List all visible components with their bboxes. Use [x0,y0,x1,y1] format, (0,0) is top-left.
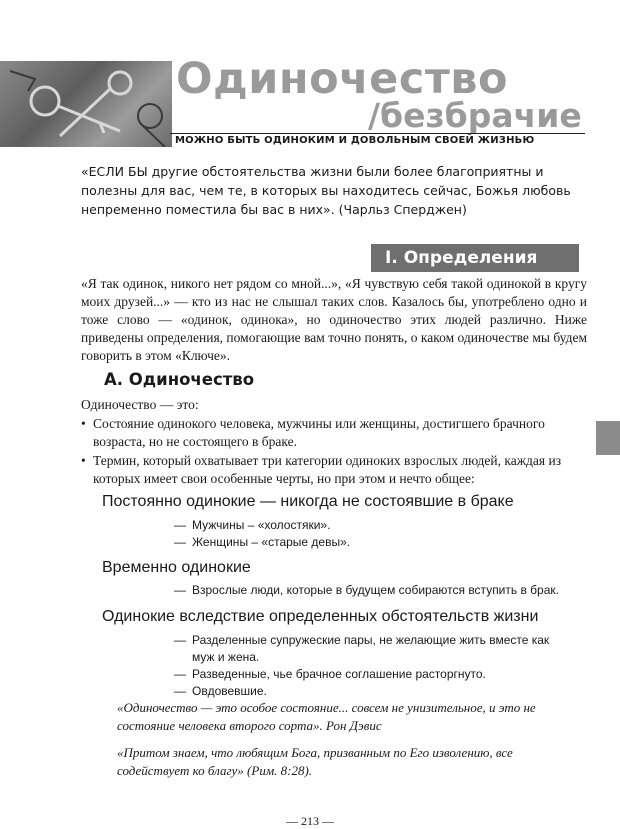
list-item: — Разделенные супружеские пары, не желающие жить вместе как муж и жена. [174,633,550,664]
list-item: — Мужчины – «холостяки». [174,518,331,532]
chapter-tab [596,421,620,455]
category-heading: Временно одинокие [102,559,251,576]
page-number: — 213 — [286,814,334,828]
category-heading: Одинокие вследствие определенных обстоятельств жизни [102,608,539,625]
title-rule [170,133,585,134]
category-list [174,632,574,700]
definition-lead: Одиночество — это: [81,397,199,412]
list-item: — Разведенные, чье брачное соглашение расторгнуто. [174,667,486,681]
subsection-heading: А. Одиночество [104,370,255,389]
intro-paragraph: «Я так одинок, никого нет рядом со мной...», «Я чувствую себя такой одинокой в кругу моих друзей...» — кто из нас не слышал таких слов. Казалось бы, употреблено одно и тоже слово — «одинок, одинока», но одиночество этих людей различно. Ниже приведены определения, помогающие вам точно понять, о каком одиночестве мы будем говорить в этом «Ключе». [81,276,587,363]
list-item: • Состояние одинокого человека, мужчины или женщины, достигшего брачного возраста, но не состоящего в браке. [81,415,587,451]
category-list [174,517,594,551]
category-heading: Постоянно одинокие — никогда не состоявшие в браке [102,493,514,510]
list-item: — Взрослые люди, которые в будущем собираются вступить в брак. [174,583,559,597]
quote: «Притом знаем, что любящим Бога, призванным по Его изволению, все содействует ко благу» (Рим. 8:28). [117,745,513,778]
quote: «Одиночество — это особое состояние... совсем не унизительное, и это не состояние человека второго сорта». Рон Дэвис [117,700,536,733]
page-subtitle: МОЖНО БЫТЬ ОДИНОКИМ И ДОВОЛЬНЫМ СВОЕЙ ЖИЗНЬЮ [175,135,535,146]
epigraph: «ЕСЛИ БЫ другие обстоятельства жизни были более благоприятны и полезны для вас, чем те, в которых вы находитесь сейчас, Божья любовь непременно поместила бы вас в них». (Чарльз Сперджен) [81,164,571,217]
list-item: — Женщины – «старые девы». [174,535,351,549]
definition-list [81,415,587,489]
list-item: — Овдовевшие. [174,684,267,698]
category-list [174,582,594,599]
page-title: Одиночество [176,54,509,104]
page-title-secondary: /безбрачие [368,96,582,135]
section-heading: I. Определения [371,244,579,272]
list-item: • Термин, который охватывает три категории одиноких взрослых людей, каждая из которых имеет свои особенные черты, но при этом и нечто общее: [81,452,587,488]
keys-illustration-icon [0,61,172,147]
